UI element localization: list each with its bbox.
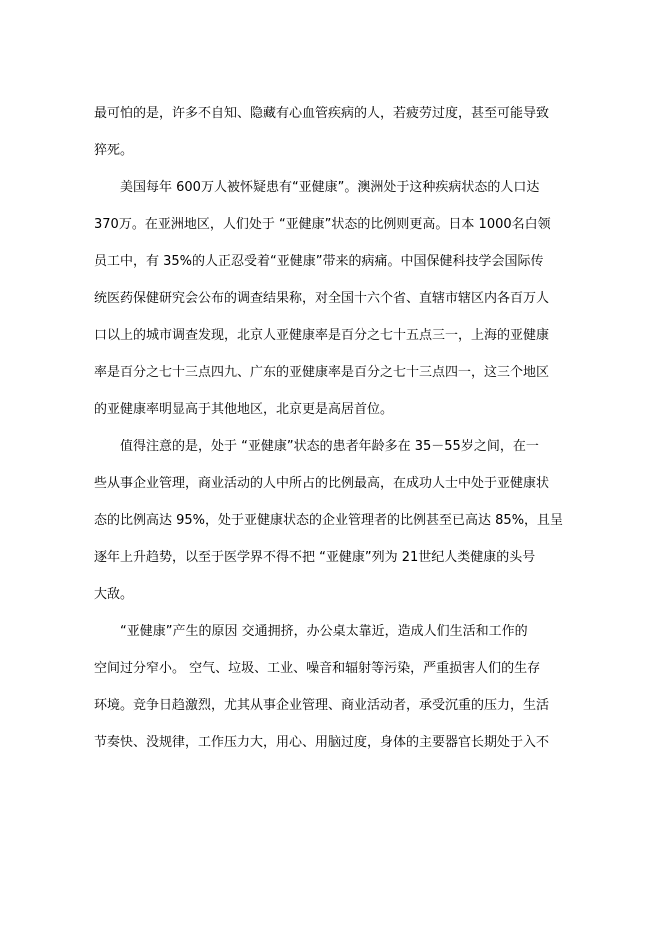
- text-line: 态的比例高达 95%，处于亚健康状态的企业管理者的比例甚至已高达 85%，且呈: [94, 513, 564, 528]
- text-line: 逐年上升趋势，以至于医学界不得不把 “亚健康”列为 21世纪人类健康的头号: [94, 550, 536, 565]
- text-line: 空间过分窄小。 空气、垃圾、工业、噪音和辐射等污染，严重损害人们的生存: [94, 661, 541, 676]
- paragraph-start-line: 值得注意的是，处于 “亚健康”状态的患者年龄多在 35－55岁之间，在一: [120, 439, 539, 454]
- text-line: 口以上的城市调查发现，北京人亚健康率是百分之七十五点三一，上海的亚健康: [94, 328, 550, 343]
- text-line: 环境。竞争日趋激烈，尤其从事企业管理、商业活动者，承受沉重的压力，生活: [94, 698, 550, 713]
- text-line: 员工中，有 35%的人正忍受着“亚健康”带来的病痛。中国保健科技学会国际传: [94, 254, 544, 269]
- text-line: 统医药保健研究会公布的调查结果称，对全国十六个省、直辖市辖区内各百万人: [94, 291, 550, 306]
- paragraph-start-line: 美国每年 600万人被怀疑患有“亚健康”。澳洲处于这种疾病状态的人口达: [120, 180, 540, 195]
- text-line: 些从事企业管理，商业活动的人中所占的比例最高，在成功人士中处于亚健康状: [94, 476, 550, 491]
- text-line: 的亚健康率明显高于其他地区，北京更是高居首位。: [94, 402, 394, 417]
- text-line: 节奏快、没规律，工作压力大，用心、用脑过度，身体的主要器官长期处于入不: [94, 735, 550, 750]
- text-line: 率是百分之七十三点四九、广东的亚健康率是百分之七十三点四一，这三个地区: [94, 365, 550, 380]
- text-line: 猝死。: [94, 143, 134, 158]
- text-line: 最可怕的是，许多不自知、隐藏有心血管疾病的人，若疲劳过度，甚至可能导致: [94, 106, 550, 121]
- paragraph-start-line: “亚健康”产生的原因 交通拥挤，办公桌太靠近，造成人们生活和工作的: [120, 624, 528, 639]
- text-line: 大敌。: [94, 587, 134, 602]
- text-line: 370万。在亚洲地区，人们处于 “亚健康”状态的比例则更高。日本 1000名白领: [94, 217, 551, 232]
